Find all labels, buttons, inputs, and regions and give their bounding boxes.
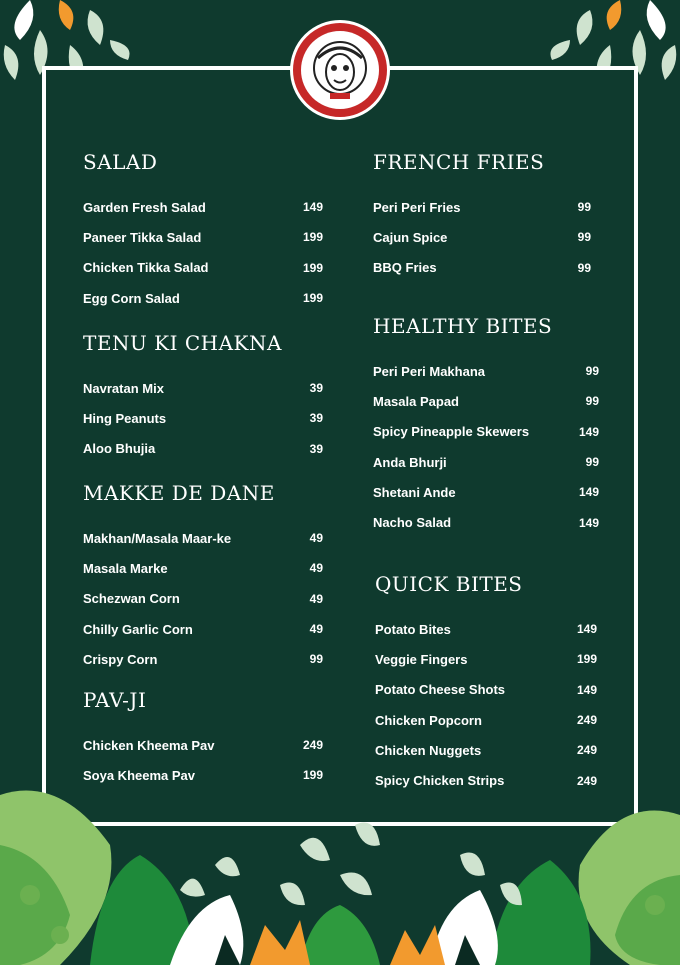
menu-item-name: Masala Papad	[373, 393, 459, 409]
menu-item-name: Makhan/Masala Maar-ke	[83, 530, 232, 546]
menu-item-row	[375, 644, 597, 674]
section-tenu-ki-chakna	[83, 331, 323, 464]
menu-item-row	[83, 253, 323, 283]
menu-item-name: Chicken Popcorn	[375, 712, 482, 728]
menu-item-name: Hing Peanuts	[83, 410, 167, 426]
menu-item-price: 39	[309, 441, 323, 456]
menu-item-price: 199	[302, 260, 323, 275]
menu-item-row	[83, 373, 323, 403]
menu-item-price: 99	[585, 455, 599, 470]
menu-item-name: Aloo Bhujia	[83, 441, 156, 457]
menu-item-row	[83, 523, 323, 553]
menu-item-price: 199	[302, 291, 323, 306]
item-list	[83, 373, 323, 464]
menu-item-price: 149	[576, 622, 597, 637]
menu-item-name: Soya Kheema Pav	[83, 767, 196, 783]
menu-item-row	[83, 283, 323, 313]
menu-item-row	[373, 417, 599, 447]
section-french-fries	[373, 150, 591, 283]
section-pav-ji	[83, 688, 323, 791]
section-title: PAV-JI	[83, 688, 147, 712]
menu-item-price: 49	[309, 531, 323, 546]
menu-item-name: Peri Peri Makhana	[373, 363, 485, 379]
menu-item-name: Potato Bites	[375, 621, 451, 637]
item-list	[373, 356, 599, 538]
tropical-foliage-icon	[0, 785, 680, 965]
menu-item-price: 249	[576, 773, 597, 788]
menu-item-row	[375, 705, 597, 735]
menu-item-price: 249	[576, 743, 597, 758]
section-title: FRENCH FRIES	[373, 150, 545, 174]
menu-item-price: 149	[576, 682, 597, 697]
menu-item-row	[83, 614, 323, 644]
menu-item-price: 99	[577, 200, 591, 215]
menu-item-row	[373, 477, 599, 507]
menu-item-row	[373, 386, 599, 416]
section-title: HEALTHY BITES	[373, 314, 553, 338]
menu-item-name: Paneer Tikka Salad	[83, 229, 202, 245]
menu-item-name: Garden Fresh Salad	[83, 199, 206, 215]
menu-item-row	[375, 735, 597, 765]
item-list	[373, 192, 591, 283]
menu-item-price: 149	[302, 200, 323, 215]
menu-item-price: 199	[302, 768, 323, 783]
menu-item-row	[373, 447, 599, 477]
menu-item-row	[83, 644, 323, 674]
section-title: QUICK BITES	[375, 572, 523, 596]
menu-item-name: Nacho Salad	[373, 515, 452, 531]
menu-item-name: Egg Corn Salad	[83, 290, 180, 306]
menu-item-row	[83, 584, 323, 614]
menu-item-row	[375, 675, 597, 705]
menu-item-row	[373, 222, 591, 252]
menu-item-row	[83, 192, 323, 222]
menu-item-row	[83, 434, 323, 464]
section-title: SALAD	[83, 150, 158, 174]
menu-item-name: Navratan Mix	[83, 380, 164, 396]
section-salad	[83, 150, 323, 313]
section-title: MAKKE DE DANE	[83, 481, 275, 505]
menu-item-row	[373, 507, 599, 537]
menu-item-name: Chicken Tikka Salad	[83, 260, 209, 276]
menu-item-row	[83, 730, 323, 760]
menu-item-price: 49	[309, 591, 323, 606]
menu-item-price: 49	[309, 622, 323, 637]
menu-item-name: Potato Cheese Shots	[375, 682, 506, 698]
menu-item-name: Anda Bhurji	[373, 454, 447, 470]
section-healthy-bites	[373, 314, 599, 538]
menu-item-name: Schezwan Corn	[83, 591, 180, 607]
menu-item-name: BBQ Fries	[373, 260, 437, 276]
brand-logo	[290, 20, 390, 120]
menu-item-name: Peri Peri Fries	[373, 199, 461, 215]
menu-item-name: Veggie Fingers	[375, 651, 468, 667]
menu-item-price: 249	[576, 713, 597, 728]
menu-item-price: 149	[578, 485, 599, 500]
menu-item-row	[83, 222, 323, 252]
item-list	[83, 192, 323, 313]
menu-item-row	[83, 553, 323, 583]
menu-item-name: Masala Marke	[83, 560, 168, 576]
menu-item-row	[373, 253, 591, 283]
menu-item-name: Crispy Corn	[83, 651, 158, 667]
section-quick-bites	[375, 572, 597, 796]
menu-item-name: Shetani Ande	[373, 484, 456, 500]
menu-item-price: 39	[309, 381, 323, 396]
item-list	[83, 730, 323, 791]
section-makke-de-dane	[83, 481, 323, 674]
menu-item-price: 99	[585, 394, 599, 409]
menu-item-name: Chicken Nuggets	[375, 742, 482, 758]
menu-item-price: 199	[576, 652, 597, 667]
menu-item-price: 99	[309, 652, 323, 667]
section-title: TENU KI CHAKNA	[83, 331, 282, 355]
item-list	[83, 523, 323, 674]
menu-item-row	[375, 614, 597, 644]
menu-item-price: 99	[577, 230, 591, 245]
menu-item-row	[373, 356, 599, 386]
menu-item-price: 99	[577, 260, 591, 275]
menu-item-name: Spicy Chicken Strips	[375, 773, 505, 789]
menu-item-price: 99	[585, 364, 599, 379]
menu-item-price: 149	[578, 424, 599, 439]
menu-item-name: Spicy Pineapple Skewers	[373, 424, 530, 440]
menu-item-price: 249	[302, 738, 323, 753]
menu-item-name: Chilly Garlic Corn	[83, 621, 193, 637]
menu-item-price: 149	[578, 515, 599, 530]
monkey-seal-icon	[301, 31, 379, 109]
menu-item-name: Cajun Spice	[373, 229, 448, 245]
menu-item-row	[373, 192, 591, 222]
item-list	[375, 614, 597, 796]
menu-item-price: 199	[302, 230, 323, 245]
menu-item-name: Chicken Kheema Pav	[83, 737, 215, 753]
menu-item-price: 39	[309, 411, 323, 426]
menu-item-row	[83, 403, 323, 433]
menu-item-price: 49	[309, 561, 323, 576]
